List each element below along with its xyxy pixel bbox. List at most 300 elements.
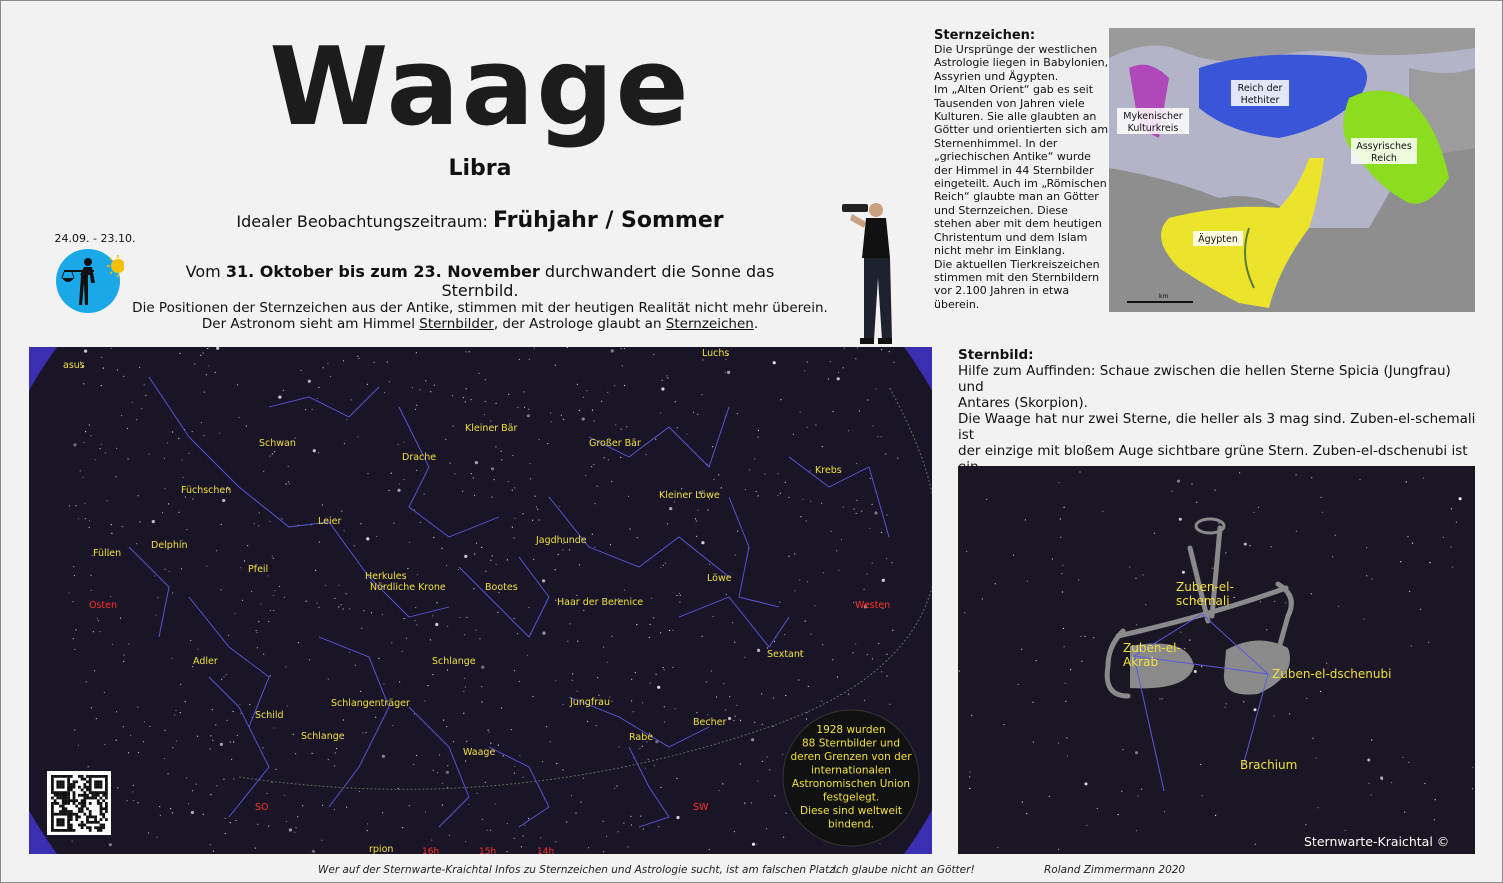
info-line: internationalen bbox=[811, 764, 891, 777]
direction-east: Osten bbox=[89, 600, 118, 611]
star bbox=[725, 709, 726, 710]
star bbox=[711, 670, 712, 671]
constellation-label: Schlange bbox=[301, 731, 345, 742]
star bbox=[675, 708, 676, 709]
star bbox=[793, 434, 794, 435]
star bbox=[1102, 511, 1103, 512]
star bbox=[751, 738, 754, 741]
star bbox=[856, 463, 857, 464]
star bbox=[434, 385, 435, 386]
star bbox=[351, 399, 352, 400]
star bbox=[964, 612, 965, 613]
constellation-label: Rabe bbox=[629, 732, 654, 743]
star bbox=[442, 783, 443, 784]
star bbox=[539, 439, 540, 440]
star bbox=[823, 572, 824, 573]
star bbox=[289, 483, 290, 484]
star bbox=[273, 610, 274, 611]
star bbox=[80, 470, 81, 471]
star bbox=[279, 586, 280, 587]
star bbox=[1225, 703, 1226, 704]
star bbox=[123, 726, 124, 727]
star bbox=[642, 746, 643, 747]
star bbox=[580, 802, 581, 803]
star bbox=[658, 826, 659, 827]
star bbox=[619, 746, 620, 747]
star bbox=[210, 794, 211, 795]
star bbox=[174, 714, 175, 715]
star bbox=[877, 436, 878, 437]
sb-line: Die Waage hat nur zwei Sterne, die heller als 3 mag sind. Zuben-el-schemali ist bbox=[958, 411, 1476, 443]
star bbox=[870, 478, 871, 479]
star bbox=[1305, 824, 1306, 825]
star bbox=[346, 807, 347, 808]
star bbox=[318, 387, 319, 388]
star bbox=[392, 725, 393, 726]
star bbox=[631, 679, 632, 680]
star bbox=[210, 748, 211, 749]
star bbox=[503, 755, 504, 756]
star bbox=[722, 783, 723, 784]
star-schemali-2: schemali bbox=[1176, 594, 1230, 608]
star bbox=[782, 754, 783, 755]
observation-period bbox=[0, 208, 960, 233]
sun-transit-text bbox=[150, 262, 810, 300]
star bbox=[561, 415, 562, 416]
star bbox=[404, 618, 405, 619]
star bbox=[758, 495, 759, 496]
star bbox=[178, 512, 179, 513]
star bbox=[409, 542, 410, 543]
star bbox=[530, 478, 531, 479]
star bbox=[95, 459, 96, 460]
star bbox=[402, 651, 403, 652]
star bbox=[1371, 794, 1372, 795]
star bbox=[550, 413, 551, 414]
star bbox=[773, 697, 774, 698]
star bbox=[1059, 482, 1060, 483]
star bbox=[1093, 637, 1094, 638]
star bbox=[312, 409, 313, 410]
star bbox=[336, 748, 337, 749]
star bbox=[259, 512, 260, 513]
star bbox=[1371, 578, 1372, 579]
star bbox=[617, 831, 618, 832]
star bbox=[744, 657, 745, 658]
star bbox=[654, 765, 655, 766]
star bbox=[1296, 531, 1297, 532]
star bbox=[432, 615, 433, 616]
star bbox=[611, 701, 612, 702]
star bbox=[181, 568, 182, 569]
star bbox=[315, 570, 316, 571]
star bbox=[848, 694, 849, 695]
star bbox=[828, 378, 829, 379]
star bbox=[412, 387, 413, 388]
star bbox=[508, 394, 509, 395]
sz-line: der Himmel in 44 Sternbilder bbox=[934, 163, 1094, 177]
star bbox=[466, 741, 467, 742]
star bbox=[1036, 660, 1037, 661]
star bbox=[524, 407, 525, 408]
star bbox=[441, 548, 442, 549]
star bbox=[603, 821, 604, 822]
star bbox=[642, 702, 643, 703]
star bbox=[1380, 776, 1383, 779]
star bbox=[361, 628, 362, 629]
star bbox=[1371, 739, 1372, 740]
star bbox=[734, 642, 735, 643]
note-c: . bbox=[753, 316, 759, 332]
star bbox=[614, 788, 615, 789]
star bbox=[349, 608, 350, 609]
star bbox=[85, 518, 86, 519]
star bbox=[628, 496, 629, 497]
star bbox=[470, 399, 471, 400]
star bbox=[588, 847, 589, 848]
star bbox=[709, 849, 710, 850]
star bbox=[219, 433, 220, 434]
star bbox=[515, 518, 516, 519]
star-brachium: Brachium bbox=[1240, 758, 1298, 772]
star bbox=[344, 443, 345, 444]
star bbox=[546, 726, 547, 727]
star bbox=[669, 630, 670, 631]
star-akrab-2: Akrab bbox=[1123, 655, 1159, 669]
star bbox=[281, 518, 282, 519]
star bbox=[1097, 808, 1098, 809]
star bbox=[98, 620, 99, 621]
star bbox=[306, 601, 307, 602]
star bbox=[69, 505, 70, 506]
star bbox=[886, 558, 887, 559]
star bbox=[624, 385, 625, 386]
star bbox=[1215, 815, 1216, 816]
star bbox=[512, 527, 513, 528]
star bbox=[204, 392, 205, 393]
star bbox=[263, 471, 264, 472]
star bbox=[832, 659, 833, 660]
star bbox=[414, 509, 415, 510]
star bbox=[358, 358, 359, 359]
star bbox=[859, 410, 860, 411]
star bbox=[357, 436, 358, 437]
star bbox=[586, 390, 587, 391]
constellation-label: Haar der Berenice bbox=[557, 597, 644, 608]
star bbox=[288, 481, 289, 482]
star bbox=[210, 735, 211, 736]
star bbox=[417, 574, 418, 575]
star bbox=[667, 377, 668, 378]
sternzeichen-text bbox=[934, 43, 1112, 311]
star bbox=[121, 415, 122, 416]
star bbox=[141, 408, 142, 409]
star bbox=[838, 570, 839, 571]
sz-line: Die aktuellen Tierkreiszeichen bbox=[934, 257, 1100, 271]
star bbox=[230, 741, 231, 742]
star bbox=[585, 475, 586, 476]
star bbox=[579, 564, 580, 565]
star bbox=[663, 565, 664, 566]
star bbox=[416, 624, 417, 625]
star bbox=[334, 598, 335, 599]
star bbox=[321, 840, 322, 841]
sb-line: Hilfe zum Auffinden: Schaue zwischen die hellen Sterne Spicia (Jungfrau) und bbox=[958, 363, 1451, 395]
star bbox=[220, 743, 223, 746]
star bbox=[1472, 767, 1473, 768]
star bbox=[180, 684, 181, 685]
star bbox=[562, 549, 563, 550]
star bbox=[660, 787, 661, 788]
star bbox=[1064, 646, 1065, 647]
star bbox=[136, 543, 137, 544]
star bbox=[463, 713, 464, 714]
star bbox=[494, 479, 495, 480]
star bbox=[190, 640, 191, 641]
constellation-label: Jungfrau bbox=[570, 697, 610, 708]
star bbox=[249, 704, 250, 705]
copyright-credit: Sternwarte-Kraichtal © bbox=[1304, 834, 1450, 849]
star bbox=[437, 772, 438, 773]
star bbox=[101, 444, 102, 445]
sz-line: Reich“ glaubte man an Götter bbox=[934, 190, 1099, 204]
star bbox=[1003, 724, 1004, 725]
star bbox=[766, 828, 767, 829]
star bbox=[475, 630, 476, 631]
star bbox=[664, 669, 665, 670]
star bbox=[1062, 565, 1063, 566]
star bbox=[1345, 830, 1346, 831]
star bbox=[278, 396, 281, 399]
star bbox=[327, 363, 328, 364]
star bbox=[1027, 581, 1028, 582]
star bbox=[1239, 472, 1240, 473]
star bbox=[258, 525, 259, 526]
star bbox=[551, 421, 552, 422]
star bbox=[740, 720, 741, 721]
constellation-label: Schwan bbox=[259, 438, 296, 449]
star bbox=[270, 455, 271, 456]
star bbox=[489, 732, 490, 733]
star bbox=[1171, 491, 1172, 492]
star bbox=[138, 495, 139, 496]
star bbox=[758, 780, 759, 781]
star bbox=[74, 649, 75, 650]
star bbox=[399, 483, 400, 484]
star bbox=[116, 448, 117, 449]
star bbox=[1366, 547, 1367, 548]
star bbox=[104, 692, 105, 693]
sz-line: Die Ursprünge der westlichen bbox=[934, 43, 1098, 56]
star bbox=[484, 414, 485, 415]
star bbox=[524, 391, 525, 392]
star bbox=[346, 419, 347, 420]
star bbox=[482, 819, 483, 820]
star bbox=[735, 716, 736, 717]
star bbox=[780, 493, 781, 494]
star bbox=[73, 638, 74, 639]
constellation-label: Schild bbox=[255, 710, 284, 721]
star bbox=[215, 724, 216, 725]
star bbox=[76, 505, 77, 506]
star bbox=[758, 437, 759, 438]
star bbox=[453, 426, 454, 427]
constellation-label: Leier bbox=[318, 516, 342, 527]
star bbox=[270, 675, 271, 676]
star bbox=[577, 384, 578, 385]
star bbox=[464, 678, 465, 679]
star bbox=[749, 469, 750, 470]
star bbox=[233, 741, 234, 742]
star bbox=[808, 686, 809, 687]
star bbox=[488, 730, 489, 731]
star bbox=[726, 594, 727, 595]
star bbox=[355, 665, 356, 666]
star bbox=[343, 608, 344, 609]
star bbox=[1311, 593, 1312, 594]
star bbox=[769, 769, 770, 770]
star bbox=[1434, 819, 1435, 820]
star bbox=[367, 384, 368, 385]
star bbox=[473, 477, 474, 478]
star bbox=[837, 377, 840, 380]
star bbox=[132, 791, 133, 792]
star bbox=[257, 647, 258, 648]
star bbox=[458, 569, 459, 570]
star bbox=[1311, 477, 1312, 478]
star bbox=[149, 454, 150, 455]
star bbox=[501, 451, 502, 452]
star bbox=[130, 735, 131, 736]
star bbox=[1013, 555, 1014, 556]
star bbox=[83, 477, 84, 478]
star bbox=[1191, 484, 1192, 485]
star bbox=[1313, 738, 1314, 739]
period-value: Frühjahr / Sommer bbox=[492, 208, 724, 233]
star bbox=[156, 837, 157, 838]
star bbox=[197, 736, 198, 737]
star bbox=[719, 790, 720, 791]
map-label-hethiter-2: Hethiter bbox=[1240, 95, 1280, 106]
star bbox=[798, 679, 799, 680]
star bbox=[73, 566, 74, 567]
star bbox=[1189, 640, 1190, 641]
star bbox=[375, 717, 376, 718]
star bbox=[663, 667, 664, 668]
star bbox=[764, 473, 765, 474]
star bbox=[164, 730, 165, 731]
star bbox=[74, 729, 75, 730]
star bbox=[139, 367, 140, 368]
star bbox=[881, 671, 882, 672]
star bbox=[595, 503, 596, 504]
star bbox=[338, 585, 339, 586]
star bbox=[468, 804, 469, 805]
star bbox=[1321, 497, 1322, 498]
star bbox=[653, 617, 654, 618]
star bbox=[1406, 481, 1407, 482]
star bbox=[610, 544, 611, 545]
constellation-label: Jagdhunde bbox=[536, 535, 587, 546]
star bbox=[631, 700, 632, 701]
star bbox=[105, 452, 106, 453]
star bbox=[712, 446, 713, 447]
star bbox=[811, 634, 812, 635]
star-schemali-1: Zuben-el- bbox=[1176, 580, 1234, 594]
star bbox=[485, 571, 486, 572]
note-sternzeichen: Sternzeichen bbox=[665, 316, 754, 332]
star bbox=[168, 773, 169, 774]
star bbox=[969, 776, 970, 777]
star bbox=[872, 425, 873, 426]
constellation-label: Delphin bbox=[151, 540, 188, 551]
star bbox=[85, 431, 86, 432]
star bbox=[216, 785, 217, 786]
note-line-1: Die Positionen der Sternzeichen aus der Antike, stimmen mit der heutigen Realität nicht mehr überein. bbox=[132, 300, 828, 316]
constellation-label: Nördliche Krone bbox=[370, 582, 446, 593]
star bbox=[822, 446, 823, 447]
star bbox=[1212, 568, 1213, 569]
star bbox=[622, 365, 623, 366]
star bbox=[89, 424, 90, 425]
star bbox=[192, 498, 193, 499]
star bbox=[420, 522, 421, 523]
star bbox=[167, 442, 168, 443]
star bbox=[646, 454, 647, 455]
star bbox=[713, 616, 714, 617]
star bbox=[343, 360, 344, 361]
star bbox=[101, 357, 102, 358]
star bbox=[1141, 789, 1142, 790]
star bbox=[96, 718, 97, 719]
constellation-label: Krebs bbox=[815, 465, 842, 476]
sun-dates: 31. Oktober bis zum 23. November bbox=[225, 262, 540, 281]
sz-line: „griechischen Antike“ wurde bbox=[934, 150, 1091, 164]
star bbox=[542, 761, 543, 762]
star bbox=[1121, 791, 1122, 792]
star bbox=[1326, 663, 1327, 664]
star bbox=[284, 795, 285, 796]
star bbox=[176, 740, 177, 741]
star bbox=[99, 631, 100, 632]
star bbox=[330, 376, 331, 377]
star bbox=[837, 676, 838, 677]
star bbox=[460, 617, 461, 618]
star bbox=[288, 466, 289, 467]
star bbox=[1244, 543, 1247, 546]
star bbox=[274, 590, 275, 591]
star bbox=[885, 453, 886, 454]
star bbox=[128, 643, 129, 644]
star bbox=[462, 491, 463, 492]
star bbox=[620, 457, 621, 458]
star bbox=[959, 670, 960, 671]
star bbox=[220, 589, 221, 590]
star bbox=[569, 549, 570, 550]
star bbox=[427, 685, 428, 686]
star bbox=[514, 766, 515, 767]
star bbox=[662, 380, 663, 381]
star bbox=[452, 395, 453, 396]
star bbox=[800, 412, 801, 413]
star bbox=[1260, 601, 1261, 602]
star bbox=[718, 474, 719, 475]
constellation-label: Drache bbox=[402, 452, 437, 463]
star bbox=[966, 551, 967, 552]
star bbox=[661, 387, 664, 390]
star bbox=[463, 691, 464, 692]
star bbox=[481, 701, 482, 702]
